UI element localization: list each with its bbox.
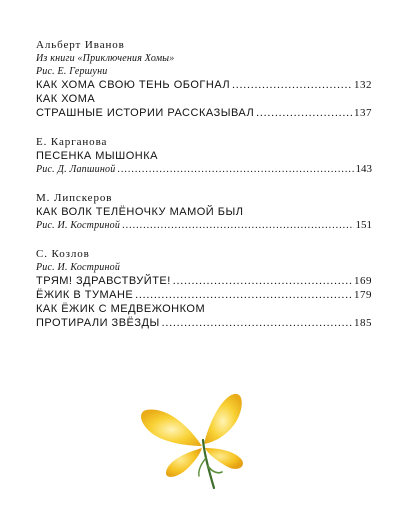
- entry-title: КАК ВОЛК ТЕЛЁНОЧКУ МАМОЙ БЫЛ: [36, 206, 244, 218]
- entry-title: ПЕСЕНКА МЫШОНКА: [36, 150, 158, 162]
- page-number: 179: [354, 289, 372, 301]
- toc-section-lipskerov: [36, 191, 372, 232]
- page-number: 169: [354, 275, 372, 287]
- butterfly-right-wing: [204, 394, 242, 444]
- dot-leader: [173, 274, 352, 288]
- illustrator-credit: Рис. Д. Лапшиной: [36, 164, 116, 175]
- author-name: Е. Карганова: [36, 136, 108, 148]
- entry-title-continued: СТРАШНЫЕ ИСТОРИИ РАССКАЗЫВАЛ: [36, 107, 255, 119]
- butterfly-body: [203, 440, 214, 488]
- toc-section-ivanov: [36, 38, 372, 120]
- dot-leader: [117, 163, 353, 176]
- author-name: М. Липскеров: [36, 192, 113, 204]
- table-of-contents: [36, 38, 372, 345]
- page-number: 185: [354, 317, 372, 329]
- page-number: 137: [354, 107, 372, 119]
- illustrator-line: [36, 163, 372, 176]
- page-number: 151: [355, 219, 372, 231]
- dot-leader: [232, 78, 352, 92]
- entry-title-continued: ПРОТИРАЛИ ЗВЁЗДЫ: [36, 317, 160, 329]
- page-number: 132: [354, 79, 372, 91]
- entry-title: КАК ХОМА: [36, 93, 96, 105]
- toc-entry[interactable]: [36, 149, 372, 163]
- illustrator-credit: Рис. И. Костриной: [36, 220, 121, 231]
- illustrator-credit: Рис. Е. Гершуни: [36, 66, 108, 77]
- toc-entry[interactable]: [36, 92, 372, 120]
- toc-section-karganova: [36, 135, 372, 176]
- author-name: С. Козлов: [36, 248, 90, 260]
- toc-entry[interactable]: [36, 288, 372, 302]
- entry-title: ТРЯМ! ЗДРАВСТВУЙТЕ!: [36, 275, 171, 287]
- toc-entry[interactable]: [36, 302, 372, 330]
- entry-title: КАК ХОМА СВОЮ ТЕНЬ ОБОГНАЛ: [36, 79, 231, 91]
- toc-entry[interactable]: [36, 205, 372, 219]
- dot-leader: [162, 316, 352, 330]
- source-book: Из книги «Приключения Хомы»: [36, 53, 175, 64]
- butterfly-left-wing: [141, 410, 202, 446]
- butterfly-icon: [138, 388, 268, 500]
- illustrator-credit: Рис. И. Костриной: [36, 262, 121, 273]
- author-name: Альберт Иванов: [36, 39, 125, 51]
- dot-leader: [122, 219, 353, 232]
- page-number: 143: [355, 163, 372, 175]
- entry-title: ЁЖИК В ТУМАНЕ: [36, 289, 134, 301]
- toc-section-kozlov: [36, 247, 372, 330]
- butterfly-right-lower-wing: [205, 448, 243, 469]
- dot-leader: [256, 106, 352, 120]
- illustrator-line: [36, 219, 372, 232]
- entry-title: КАК ЁЖИК С МЕДВЕЖОНКОМ: [36, 303, 206, 315]
- toc-entry[interactable]: [36, 78, 372, 92]
- butterfly-left-lower-wing: [166, 448, 202, 477]
- toc-entry[interactable]: [36, 274, 372, 288]
- dot-leader: [135, 288, 352, 302]
